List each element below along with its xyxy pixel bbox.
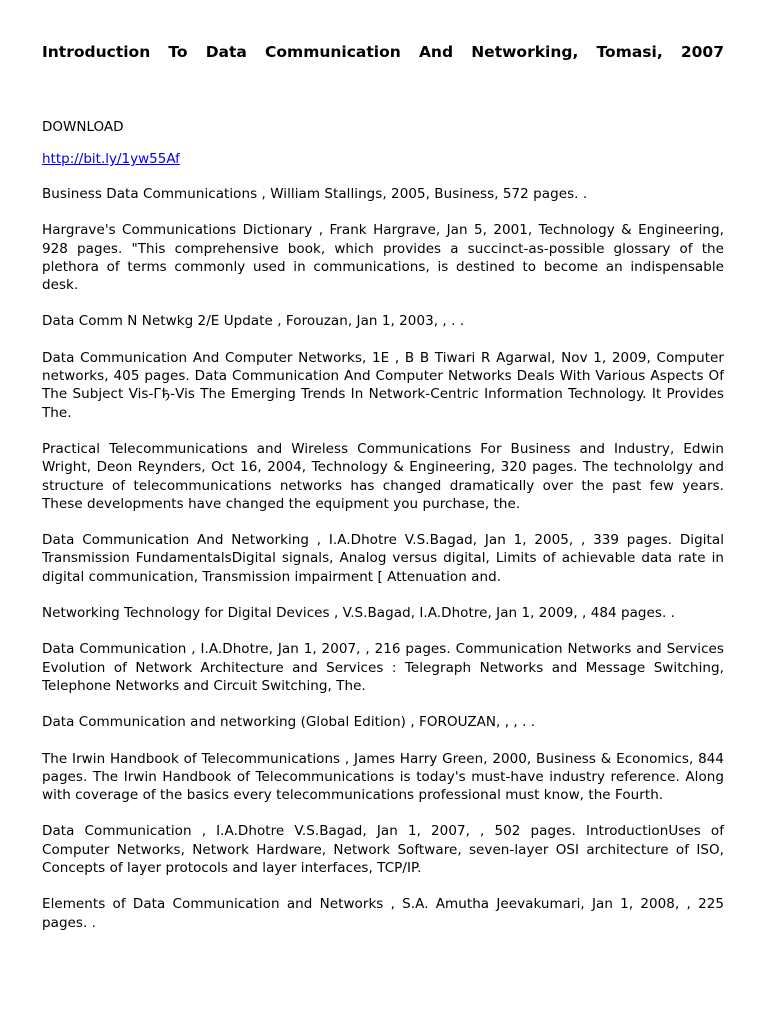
book-entry: Elements of Data Communication and Networks , S.A. Amutha Jeevakumari, Jan 1, 2008, , 225 pages. .	[42, 896, 724, 931]
book-entry: Data Communication and networking (Global Edition) , FOROUZAN, , , . .	[42, 714, 536, 731]
book-entry: Data Communication , I.A.Dhotre, Jan 1, 2007, , 216 pages. Communication Networks and Services Evolution of Network Architecture and Services : Telegraph Networks and Message Switching, Telephone Networks and Circuit Switching, The.	[42, 641, 724, 694]
book-entry: Hargrave's Communications Dictionary , Frank Hargrave, Jan 5, 2001, Technology & Engineering, 928 pages. "This comprehensive book, which provides a succinct-as-possible glossary of the plethora of terms commonly used in communications, is destined to become an indispensable desk.	[42, 222, 724, 294]
book-entry: Practical Telecommunications and Wireless Communications For Business and Industry, Edwin Wright, Deon Reynders, Oct 16, 2004, Technology & Engineering, 320 pages. The technololgy and structure of telecommunications networks has changed dramatically over the past few years. These developments have changed the equipment you purchase, the.	[42, 440, 724, 512]
book-entry: Data Communication And Computer Networks, 1E , B B Tiwari R Agarwal, Nov 1, 2009, Computer networks, 405 pages. Data Communication And Computer Networks Deals With Various Aspects Of The Subject Vis-Гђ-Vis The Emerging Trends In Network-Centric Information Technology. It Provides The.	[42, 349, 724, 421]
download-link[interactable]: http://bit.ly/1yw55Af	[42, 151, 180, 167]
book-entry: Data Comm N Netwkg 2/E Update , Forouzan, Jan 1, 2003, , . .	[42, 313, 465, 330]
book-entry: Networking Technology for Digital Devices , V.S.Bagad, I.A.Dhotre, Jan 1, 2009, , 484 pages. .	[42, 605, 676, 622]
book-entry: Business Data Communications , William Stallings, 2005, Business, 572 pages. .	[42, 186, 588, 202]
document-title: Introduction To Data Communication And Networking, Tomasi, 2007	[42, 43, 724, 61]
download-label: DOWNLOAD	[42, 119, 124, 135]
book-list	[42, 185, 724, 950]
book-entry: Data Communication And Networking , I.A.Dhotre V.S.Bagad, Jan 1, 2005, , 339 pages. Digital Transmission FundamentalsDigital signals, Analog versus digital, Limits of achievable data rate in digital communication, Transmission impairment [ Attenuation and.	[42, 532, 724, 585]
document-page	[42, 40, 724, 931]
book-entry: Data Communication , I.A.Dhotre V.S.Bagad, Jan 1, 2007, , 502 pages. IntroductionUses of Computer Networks, Network Hardware, Network Software, seven-layer OSI architecture of ISO, Concepts of layer protocols and layer interfaces, TCP/IP.	[42, 823, 724, 877]
book-entry: The Irwin Handbook of Telecommunications , James Harry Green, 2000, Business & Economics, 844 pages. The Irwin Handbook of Telecommunications is today's must-have industry reference. Along with coverage of the basics every telecommunications professional must know, the Fourth.	[42, 750, 724, 804]
